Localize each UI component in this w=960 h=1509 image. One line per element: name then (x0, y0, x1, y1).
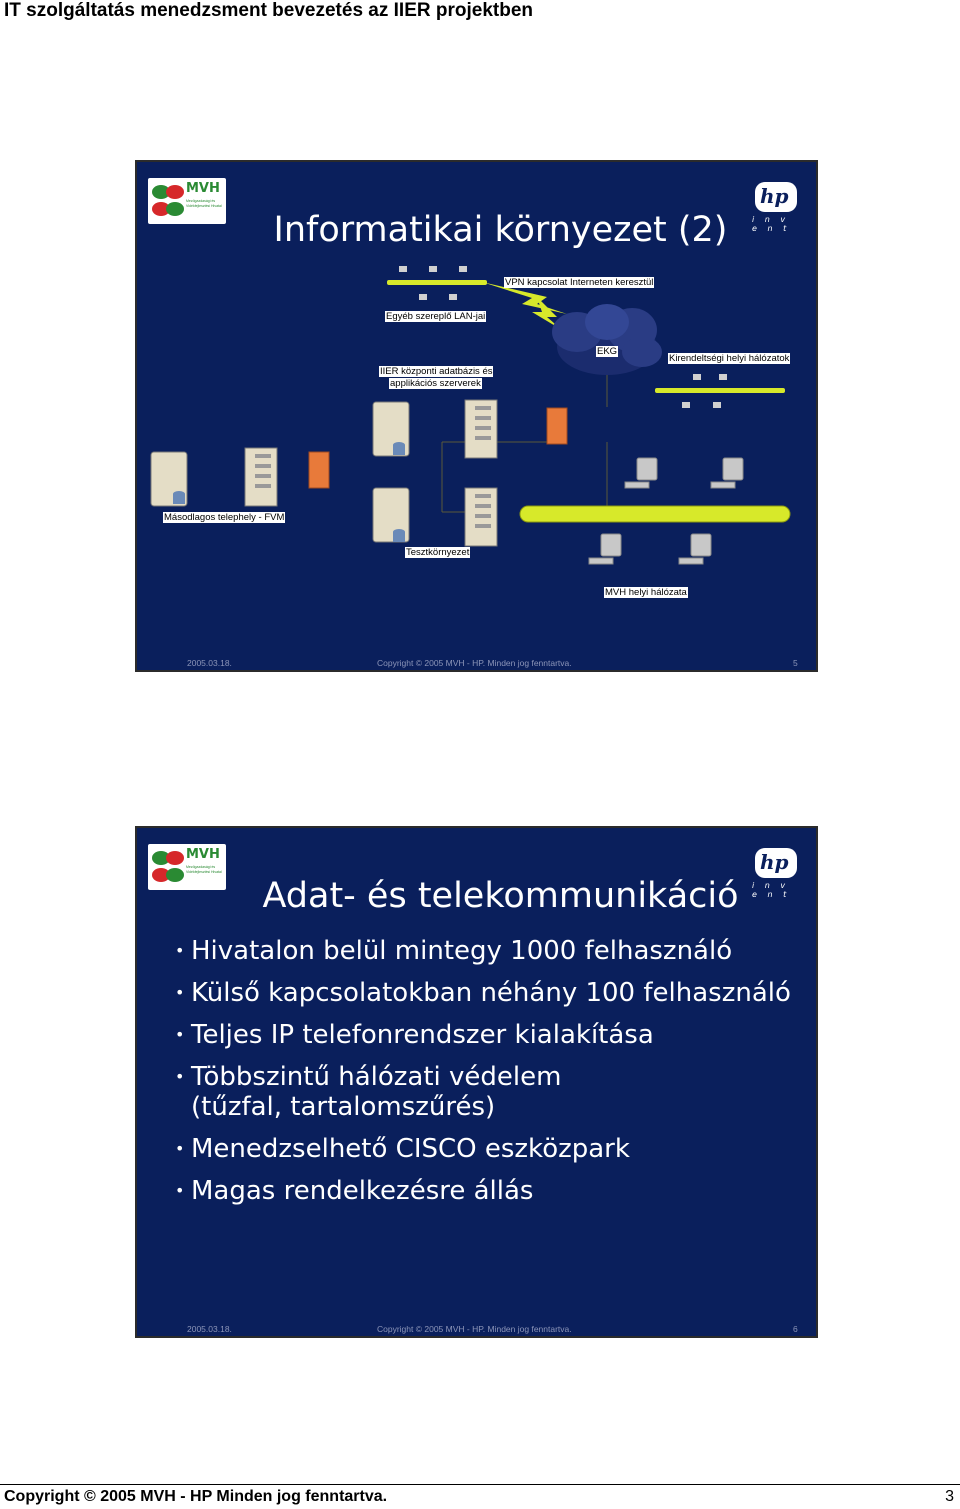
ekg-cloud-icon (552, 304, 662, 375)
page-number: 3 (945, 1488, 954, 1505)
mvh-logo-text: MVH (186, 847, 220, 862)
bullet-item: • Teljes IP telefonrendszer kialakítása (175, 1020, 654, 1050)
hp-logo-tagline: i n v e n t (752, 881, 791, 899)
firewall-icon (547, 408, 567, 444)
hp-logo-text: hp (760, 184, 789, 208)
bullet-item: • Magas rendelkezésre állás (175, 1176, 534, 1206)
label-vpn: VPN kapcsolat Interneten keresztül (505, 277, 654, 288)
slide-title: Adat- és telekommunikáció (262, 876, 739, 916)
label-other-lans: Egyéb szereplő LAN-jai (386, 311, 486, 322)
page-header: IT szolgáltatás menedzsment bevezetés az IIER projektben (4, 0, 533, 21)
label-ekg: EKG (597, 346, 618, 357)
slide-footer-copyright: Copyright © 2005 MVH - HP. Minden jog fenntartva. (377, 658, 572, 668)
label-mvh-lan: MVH helyi hálózata (605, 587, 687, 598)
mvh-logo-subtitle: Mezőgazdasági és Vidékfejlesztési Hivatal (186, 199, 222, 208)
mvh-logo-subtitle: Mezőgazdasági és Vidékfejlesztési Hivatal (186, 865, 222, 874)
hp-logo-text: hp (760, 850, 789, 874)
slide-footer-date: 2005.03.18. (187, 658, 232, 668)
server-test-db-icon (373, 488, 409, 542)
bullet-item: • Hivatalon belül mintegy 1000 felhasználó (175, 936, 733, 966)
bullet-list (175, 936, 791, 1218)
bullet-item: • Menedzselhető CISCO eszközpark (175, 1134, 630, 1164)
slide-footer-date: 2005.03.18. (187, 1324, 232, 1334)
bullet-item-continuation: (tűzfal, tartalomszűrés) (191, 1092, 496, 1122)
label-test-env: Tesztkörnyezet (406, 547, 470, 558)
server-rack-central-icon (465, 400, 497, 458)
server-rack-secondary-icon (245, 448, 277, 506)
network-diagram (137, 162, 818, 672)
lan-bar-other (387, 280, 487, 285)
bullet-item: • Külső kapcsolatokban néhány 100 felhasználó (175, 978, 791, 1008)
footer-divider (0, 1484, 960, 1485)
lan-bar-branch (655, 388, 785, 393)
slide-footer-copyright: Copyright © 2005 MVH - HP. Minden jog fenntartva. (377, 1324, 572, 1334)
slide-adat-telekommunikacio (135, 826, 818, 1338)
server-rack-test-icon (465, 488, 497, 546)
mvh-logo-text: MVH (186, 181, 220, 196)
firewall-secondary-icon (309, 452, 329, 488)
slide-footer-number: 6 (793, 1324, 798, 1334)
label-central: IIER központi adatbázis és (380, 366, 493, 377)
lan-bar-mvh (520, 506, 790, 522)
slide-informatikai-kornyezet (135, 160, 818, 672)
server-central-db-icon (373, 402, 409, 456)
server-secondary-db-icon (151, 452, 187, 506)
label-branch: Kirendeltségi helyi hálózatok (669, 353, 790, 364)
page-footer: Copyright © 2005 MVH - HP Minden jog fenntartva. (4, 1488, 388, 1505)
label-central-2: applikációs szerverek (390, 378, 481, 389)
slide-title: Informatikai környezet (2) (273, 210, 728, 250)
bullet-item: • Többszintű hálózati védelem (175, 1062, 562, 1092)
hp-logo-tagline: i n v e n t (752, 215, 791, 233)
label-secondary-site: Másodlagos telephely - FVM (164, 512, 285, 523)
slide-footer-number: 5 (793, 658, 798, 668)
